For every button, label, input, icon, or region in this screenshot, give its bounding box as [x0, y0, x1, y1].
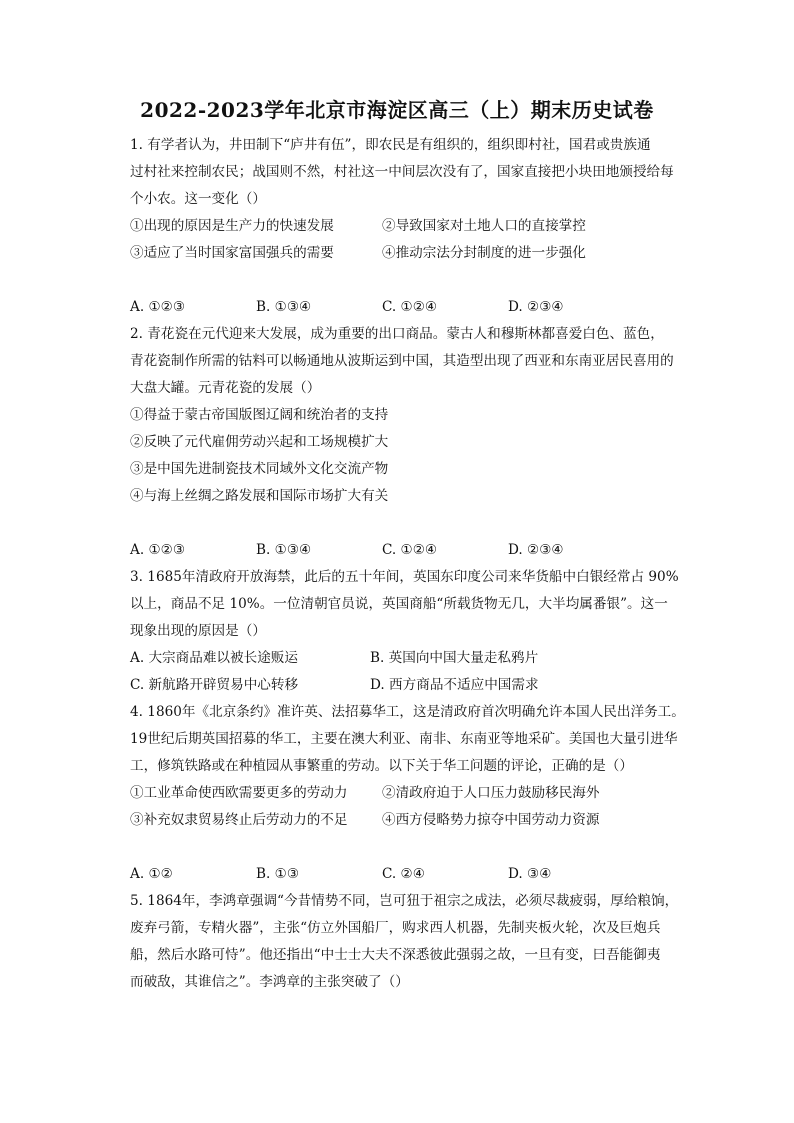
- question-text-line: 以上，商品不足 10%。一位清朝官员说，英国商船“所载货物无几，大半均属番银”。这一: [130, 596, 668, 612]
- answer-option-d[interactable]: D. 西方商品不适应中国需求: [370, 677, 539, 693]
- answer-option-d[interactable]: D. ②③④: [508, 542, 564, 558]
- spacer: [130, 267, 710, 294]
- question-text-line: 现象出现的原因是（）: [130, 623, 266, 639]
- statement-row: [130, 240, 710, 267]
- question-text-line: 3. 1685年清政府开放海禁，此后的五十年间，英国东印度公司来华货船中白银经常占 90%: [130, 569, 679, 585]
- statement: ①得益于蒙古帝国版图辽阔和统治者的支持: [130, 407, 389, 423]
- spacer: [130, 510, 710, 537]
- answer-option-c[interactable]: C. 新航路开辟贸易中心转移: [130, 677, 299, 693]
- question-2: [130, 321, 710, 564]
- question-text-line: 个小农。这一变化（）: [130, 191, 266, 207]
- question-3: [130, 564, 710, 699]
- statement: ④与海上丝绸之路发展和国际市场扩大有关: [130, 488, 389, 504]
- answer-option-a[interactable]: A. ①②: [130, 866, 173, 882]
- exam-content: [130, 132, 710, 996]
- answer-option-d[interactable]: D. ③④: [508, 866, 552, 882]
- answer-option-b[interactable]: B. ①③④: [256, 299, 312, 315]
- question-text-line: 1. 有学者认为，井田制下“庐井有伍”，即农民是有组织的，组织即村社，国君或贵族通: [130, 137, 651, 153]
- answer-option-a[interactable]: A. ①②③: [130, 299, 186, 315]
- question-text-line: 4. 1860年《北京条约》准许英、法招募华工，这是清政府首次明确允许本国人民出洋务工。: [130, 704, 685, 720]
- question-text-line: 2. 青花瓷在元代迎来大发展，成为重要的出口商品。蒙古人和穆斯林都喜爱白色、蓝色，: [130, 326, 664, 342]
- spacer: [130, 834, 710, 861]
- question-text-line: 青花瓷制作所需的钴料可以畅通地从波斯运到中国，其造型出现了西亚和东南亚居民喜用的: [130, 353, 674, 369]
- question-text-line: 19世纪后期英国招募的华工，主要在澳大利亚、南非、东南亚等地采矿。美国也大量引进华: [130, 731, 678, 747]
- question-1: [130, 132, 710, 321]
- question-text-line: 过村社来控制农民；战国则不然，村社这一中间层次没有了，国家直接把小块田地颁授给每: [130, 164, 674, 180]
- answer-options: [130, 645, 710, 672]
- answer-options: [130, 672, 710, 699]
- statement: ③补充奴隶贸易终止后劳动力的不足: [130, 812, 348, 828]
- question-5: [130, 888, 710, 996]
- statement: ②清政府迫于人口压力鼓励移民海外: [382, 785, 600, 801]
- statement: ②反映了元代雇佣劳动兴起和工场规模扩大: [130, 434, 389, 450]
- question-4: [130, 699, 710, 888]
- answer-option-b[interactable]: B. ①③: [256, 866, 300, 882]
- answer-option-c[interactable]: C. ②④: [382, 866, 425, 882]
- answer-options: [130, 294, 710, 321]
- statement: ②导致国家对土地人口的直接掌控: [382, 218, 586, 234]
- exam-title: 2022-2023学年北京市海淀区高三（上）期末历史试卷: [140, 98, 654, 122]
- answer-option-d[interactable]: D. ②③④: [508, 299, 564, 315]
- question-text-line: 大盘大罐。元青花瓷的发展（）: [130, 380, 321, 396]
- question-text-line: 工，修筑铁路或在种植园从事繁重的劳动。以下关于华工问题的评论，正确的是（）: [130, 758, 633, 774]
- statement-row: [130, 780, 710, 807]
- statement: ④推动宗法分封制度的进一步强化: [382, 245, 586, 261]
- answer-options: [130, 861, 710, 888]
- answer-option-a[interactable]: A. 大宗商品难以被长途贩运: [130, 650, 298, 666]
- answer-option-c[interactable]: C. ①②④: [382, 299, 438, 315]
- question-text-line: 船，然后水路可恃”。他还指出“中士士大夫不深悉彼此强弱之故，一旦有变，曰吾能御夷: [130, 947, 661, 963]
- answer-option-b[interactable]: B. 英国向中国大量走私鸦片: [370, 650, 539, 666]
- question-text-line: 5. 1864年，李鸿章强调“今昔情势不同，岂可狃于祖宗之成法，必须尽裁疲弱，厚给粮饷，: [130, 893, 679, 909]
- statement: ③是中国先进制瓷技术同域外文化交流产物: [130, 461, 389, 477]
- answer-option-b[interactable]: B. ①③④: [256, 542, 312, 558]
- statement: ①工业革命使西欧需要更多的劳动力: [130, 785, 348, 801]
- statement-row: [130, 807, 710, 834]
- question-text-line: 而破敌，其谁信之”。李鸿章的主张突破了（）: [130, 974, 409, 990]
- answer-options: [130, 537, 710, 564]
- answer-option-c[interactable]: C. ①②④: [382, 542, 438, 558]
- statement: ①出现的原因是生产力的快速发展: [130, 218, 334, 234]
- question-text-line: 废弃弓箭，专精火器”，主张“仿立外国船厂，购求西人机器，先制夹板火轮，次及巨炮兵: [130, 920, 661, 936]
- statement-row: [130, 213, 710, 240]
- statement: ④西方侵略势力掠夺中国劳动力资源: [382, 812, 600, 828]
- statement: ③适应了当时国家富国强兵的需要: [130, 245, 334, 261]
- answer-option-a[interactable]: A. ①②③: [130, 542, 186, 558]
